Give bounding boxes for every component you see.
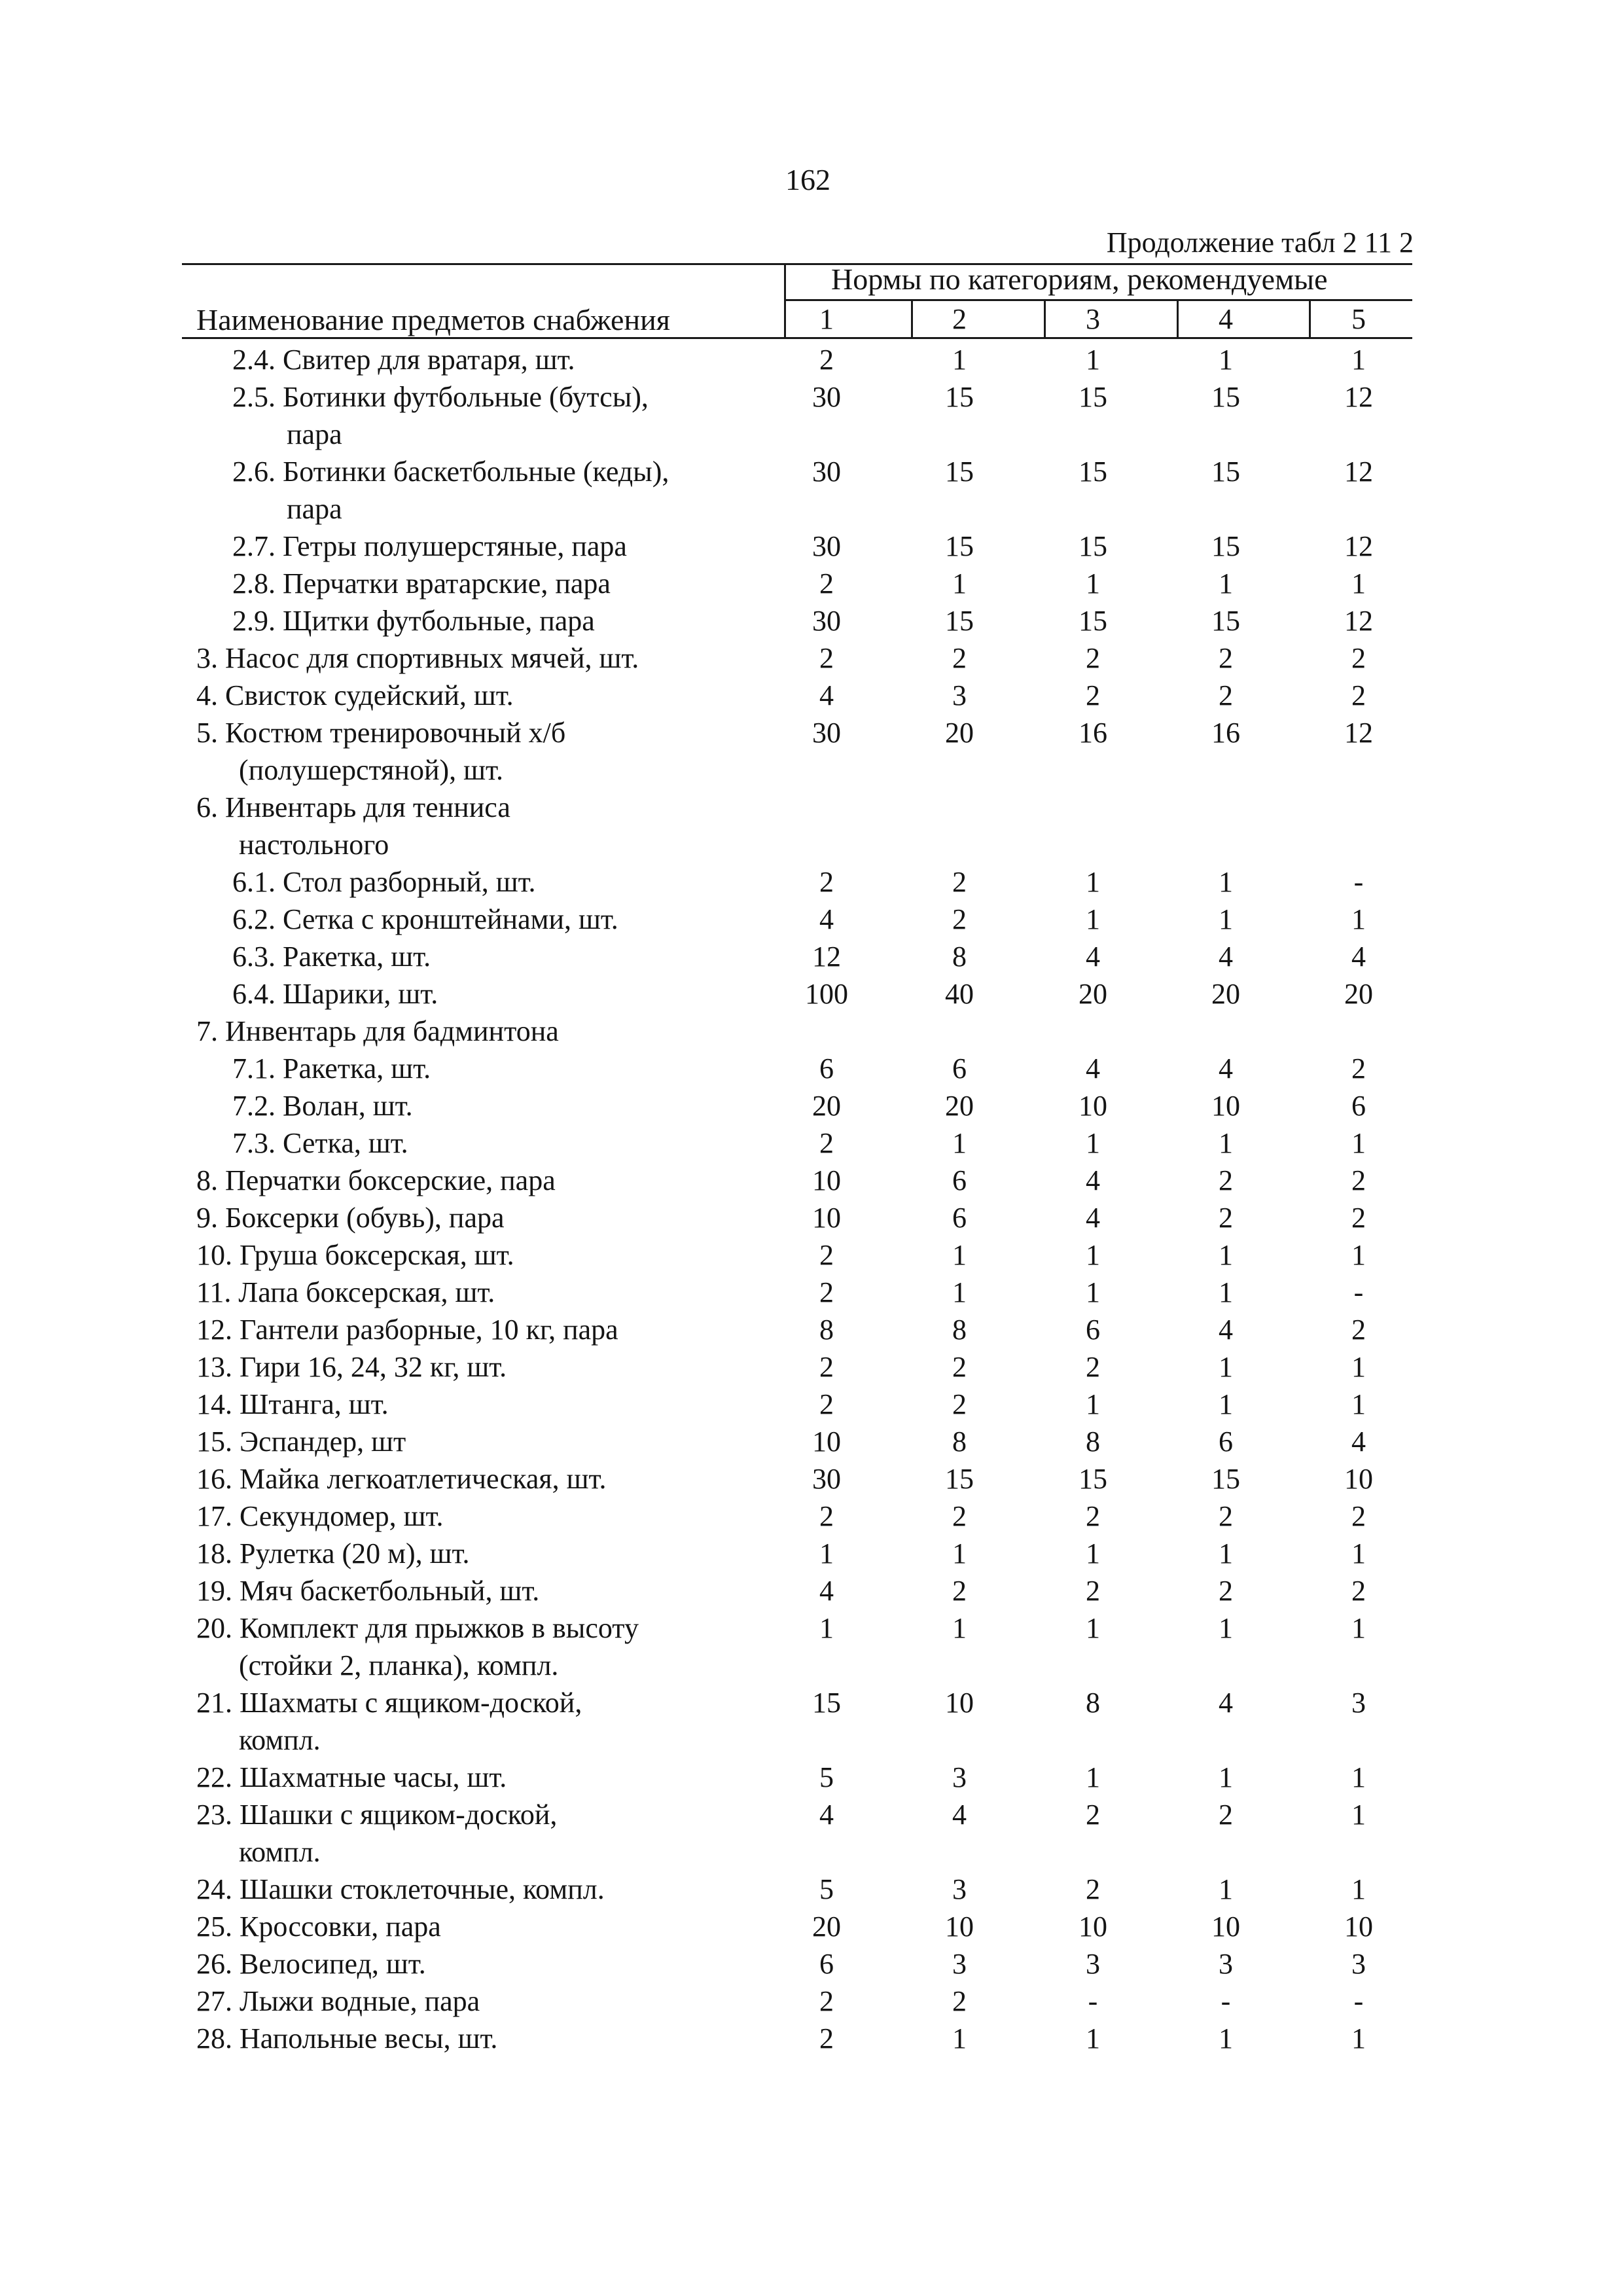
name-column-header: Наименование предметов снабжения [196,303,670,336]
norm-cat-3: 1 [1086,866,1100,898]
norm-cat-2: 15 [945,456,974,488]
norm-cat-4: 1 [1219,1276,1233,1308]
norm-cat-3: 2 [1086,1351,1100,1383]
norm-cat-4: 4 [1219,1052,1233,1085]
norm-cat-3: 20 [1079,978,1107,1010]
table-row [0,1945,1623,1982]
norm-cat-3: 3 [1086,1948,1100,1980]
table-row [0,639,1623,676]
norm-cat-4: 1 [1219,1537,1233,1570]
norm-cat-3: 1 [1086,567,1100,600]
norm-cat-4: 15 [1211,1463,1240,1495]
norm-cat-1: 8 [819,1314,834,1346]
norm-cat-3: 15 [1079,381,1107,413]
norm-cat-5: 1 [1351,903,1366,935]
norm-cat-4: 2 [1219,1500,1233,1532]
norm-cat-2: 2 [952,1985,967,2017]
norm-cat-2: 6 [952,1052,967,1085]
item-name: 2.6. Ботинки баскетбольные (кеды), [232,456,669,488]
norm-cat-1: 6 [819,1948,834,1980]
item-name: 26. Велосипед, шт. [196,1948,426,1980]
norm-cat-1: 2 [819,1388,834,1420]
table-row [0,1758,1623,1795]
table-row [0,1721,1623,1758]
norm-cat-3: 15 [1079,530,1107,562]
norm-cat-3: 4 [1086,1052,1100,1085]
norm-cat-3: 1 [1086,1612,1100,1644]
norm-cat-4: 6 [1219,1426,1233,1458]
table-row [0,1460,1623,1497]
norm-cat-1: 10 [812,1202,841,1234]
norm-cat-2: 1 [952,1612,967,1644]
norm-cat-4: 1 [1219,567,1233,600]
norm-cat-5: - [1353,1985,1364,2017]
table-row [0,1870,1623,1907]
table-row [0,1683,1623,1721]
norm-cat-5: 2 [1351,1164,1366,1196]
table-row [0,1273,1623,1310]
norm-cat-4: 1 [1219,903,1233,935]
norm-cat-4: 15 [1211,381,1240,413]
table-row [0,490,1623,527]
item-name: 13. Гири 16, 24, 32 кг, шт. [196,1351,507,1383]
norm-cat-3: 1 [1086,2022,1100,2054]
table-row [0,1422,1623,1460]
norm-cat-1: 2 [819,1127,834,1159]
norm-cat-5: - [1353,1276,1364,1308]
norm-cat-3: 1 [1086,1537,1100,1570]
norm-cat-5: 2 [1351,1500,1366,1532]
norm-cat-1: 20 [812,1910,841,1943]
table-row [0,527,1623,564]
norm-cat-3: 4 [1086,1164,1100,1196]
table-row [0,788,1623,825]
norm-cat-5: 10 [1344,1910,1373,1943]
item-name: 6.3. Ракетка, шт. [232,941,431,973]
table-row [0,1012,1623,1049]
norm-cat-2: 1 [952,1239,967,1271]
norm-cat-3: 2 [1086,1575,1100,1607]
item-name: 7.1. Ракетка, шт. [232,1052,431,1085]
norm-cat-1: 5 [819,1873,834,1905]
item-name: 18. Рулетка (20 м), шт. [196,1537,470,1570]
item-name: 4. Свисток судейский, шт. [196,679,514,711]
table-row [0,1907,1623,1945]
norm-cat-1: 15 [812,1687,841,1719]
item-name: 22. Шахматные часы, шт. [196,1761,507,1793]
norm-cat-5: 10 [1344,1463,1373,1495]
table-row [0,340,1623,378]
item-name: настольного [239,829,389,861]
norm-cat-1: 30 [812,530,841,562]
norm-cat-1: 2 [819,866,834,898]
norm-cat-4: - [1221,1985,1231,2017]
norm-cat-3: 10 [1079,1910,1107,1943]
norm-cat-2: 1 [952,1276,967,1308]
norm-cat-4: 15 [1211,456,1240,488]
item-name: 14. Штанга, шт. [196,1388,389,1420]
table-row [0,601,1623,639]
item-name: 12. Гантели разборные, 10 кг, пара [196,1314,618,1346]
norm-cat-2: 2 [952,642,967,674]
table-row [0,1310,1623,1348]
norm-cat-4: 15 [1211,605,1240,637]
norm-cat-2: 15 [945,530,974,562]
norms-subheader-rule [784,299,1412,301]
norm-cat-4: 4 [1219,1687,1233,1719]
norm-cat-4: 2 [1219,1202,1233,1234]
norm-cat-5: 2 [1351,1314,1366,1346]
table-row [0,1161,1623,1198]
table-row [0,751,1623,788]
item-name: 2.9. Щитки футбольные, пара [232,605,595,637]
norm-cat-5: 1 [1351,1612,1366,1644]
category-header-5: 5 [1351,303,1366,335]
norm-cat-4: 1 [1219,1612,1233,1644]
item-name: компл. [239,1836,321,1868]
norm-cat-5: 4 [1351,941,1366,973]
norm-cat-2: 1 [952,344,967,376]
item-name: (стойки 2, планка), компл. [239,1649,559,1681]
norm-cat-1: 2 [819,1500,834,1532]
norm-cat-3: 1 [1086,344,1100,376]
norm-cat-4: 10 [1211,1910,1240,1943]
table-row [0,1385,1623,1422]
item-name: 25. Кроссовки, пара [196,1910,441,1943]
norm-cat-5: - [1353,866,1364,898]
norms-header: Нормы по категориям, рекомендуемые [831,262,1328,296]
norm-cat-2: 15 [945,381,974,413]
norm-cat-1: 2 [819,1351,834,1383]
norm-cat-4: 2 [1219,1799,1233,1831]
norm-cat-1: 2 [819,1239,834,1271]
norm-cat-5: 6 [1351,1090,1366,1122]
norm-cat-4: 1 [1219,1388,1233,1420]
item-name: 2.8. Перчатки вратарские, пара [232,567,611,600]
table-row [0,1833,1623,1870]
table-row [0,452,1623,490]
item-name: 10. Груша боксерская, шт. [196,1239,514,1271]
norm-cat-5: 1 [1351,1761,1366,1793]
norm-cat-2: 1 [952,2022,967,2054]
norm-cat-3: 1 [1086,903,1100,935]
item-name: 15. Эспандер, шт [196,1426,406,1458]
norm-cat-5: 4 [1351,1426,1366,1458]
table-row [0,1497,1623,1534]
table-row [0,937,1623,975]
item-name: 19. Мяч баскетбольный, шт. [196,1575,540,1607]
norm-cat-1: 4 [819,1799,834,1831]
norm-cat-4: 10 [1211,1090,1240,1122]
norm-cat-5: 1 [1351,567,1366,600]
norm-cat-5: 2 [1351,1052,1366,1085]
norm-cat-3: 2 [1086,1873,1100,1905]
norm-cat-5: 12 [1344,381,1373,413]
item-name: 6.2. Сетка с кронштейнами, шт. [232,903,618,935]
norm-cat-4: 16 [1211,717,1240,749]
table-row [0,1795,1623,1833]
norm-cat-2: 10 [945,1910,974,1943]
item-name: 17. Секундомер, шт. [196,1500,444,1532]
table-body [0,340,1623,2056]
table-row [0,1982,1623,2019]
norm-cat-4: 2 [1219,679,1233,711]
table-row [0,1198,1623,1236]
norm-cat-5: 12 [1344,530,1373,562]
item-name: 2.7. Гетры полушерстяные, пара [232,530,627,562]
table-row [0,415,1623,452]
norm-cat-1: 30 [812,381,841,413]
norm-cat-2: 15 [945,605,974,637]
norm-cat-5: 1 [1351,1799,1366,1831]
table-row [0,825,1623,863]
item-name: 9. Боксерки (обувь), пара [196,1202,505,1234]
category-divider-2 [911,299,913,339]
norm-cat-5: 12 [1344,456,1373,488]
table-row [0,713,1623,751]
norm-cat-4: 1 [1219,1761,1233,1793]
item-name: 3. Насос для спортивных мячей, шт. [196,642,639,674]
item-name: 8. Перчатки боксерские, пара [196,1164,556,1196]
norm-cat-4: 20 [1211,978,1240,1010]
norm-cat-5: 2 [1351,679,1366,711]
norm-cat-4: 2 [1219,1575,1233,1607]
norm-cat-5: 1 [1351,1351,1366,1383]
norm-cat-2: 1 [952,567,967,600]
norm-cat-1: 4 [819,1575,834,1607]
norm-cat-2: 20 [945,717,974,749]
item-name: 20. Комплект для прыжков в высоту [196,1612,639,1644]
norm-cat-5: 1 [1351,344,1366,376]
page-number: 162 [785,163,830,196]
item-name: 27. Лыжи водные, пара [196,1985,480,2017]
norm-cat-1: 30 [812,717,841,749]
category-divider-5 [1309,299,1311,339]
norm-cat-3: 10 [1079,1090,1107,1122]
category-divider-3 [1044,299,1046,339]
norm-cat-1: 2 [819,344,834,376]
norm-cat-4: 15 [1211,530,1240,562]
table-row [0,1124,1623,1161]
norm-cat-2: 15 [945,1463,974,1495]
item-name: 5. Костюм тренировочный х/б [196,717,566,749]
category-header-3: 3 [1086,303,1100,335]
norm-cat-3: 2 [1086,1500,1100,1532]
norm-cat-4: 1 [1219,866,1233,898]
table-row [0,1646,1623,1683]
item-name: 6.1. Стол разборный, шт. [232,866,536,898]
norm-cat-5: 2 [1351,1575,1366,1607]
norm-cat-1: 10 [812,1164,841,1196]
norm-cat-2: 8 [952,1426,967,1458]
table-row [0,900,1623,937]
item-name: 7.3. Сетка, шт. [232,1127,408,1159]
norm-cat-2: 6 [952,1202,967,1234]
norm-cat-2: 40 [945,978,974,1010]
norm-cat-5: 12 [1344,717,1373,749]
norm-cat-5: 2 [1351,1202,1366,1234]
norm-cat-2: 10 [945,1687,974,1719]
table-row [0,1571,1623,1609]
norm-cat-1: 4 [819,679,834,711]
item-name: 23. Шашки с ящиком-доской, [196,1799,558,1831]
norm-cat-5: 1 [1351,2022,1366,2054]
category-header-1: 1 [819,303,834,335]
name-column-divider [784,263,786,339]
norm-cat-2: 3 [952,1873,967,1905]
norm-cat-3: 2 [1086,679,1100,711]
item-name: 7. Инвентарь для бадминтона [196,1015,559,1047]
table-caption: Продолжение табл 2 11 2 [1106,226,1414,259]
norm-cat-2: 3 [952,1761,967,1793]
norm-cat-3: 1 [1086,1388,1100,1420]
norm-cat-4: 2 [1219,1164,1233,1196]
norm-cat-5: 1 [1351,1537,1366,1570]
table-row [0,1348,1623,1385]
norm-cat-3: 4 [1086,941,1100,973]
table-row [0,564,1623,601]
table-row [0,378,1623,415]
item-name: 16. Майка легкоатлетическая, шт. [196,1463,607,1495]
norm-cat-4: 1 [1219,1239,1233,1271]
norm-cat-4: 1 [1219,2022,1233,2054]
norm-cat-5: 20 [1344,978,1373,1010]
norm-cat-4: 4 [1219,941,1233,973]
norm-cat-1: 30 [812,605,841,637]
norm-cat-3: 1 [1086,1127,1100,1159]
norm-cat-2: 3 [952,1948,967,1980]
item-name: компл. [239,1724,321,1756]
item-name: 24. Шашки стоклеточные, компл. [196,1873,605,1905]
norm-cat-2: 3 [952,679,967,711]
norm-cat-5: 1 [1351,1388,1366,1420]
item-name: 11. Лапа боксерская, шт. [196,1276,495,1308]
item-name: 2.5. Ботинки футбольные (бутсы), [232,381,649,413]
norm-cat-2: 2 [952,1351,967,1383]
norm-cat-4: 1 [1219,1873,1233,1905]
norm-cat-3: 15 [1079,1463,1107,1495]
norm-cat-3: 1 [1086,1239,1100,1271]
norm-cat-1: 1 [819,1537,834,1570]
norm-cat-2: 1 [952,1537,967,1570]
norm-cat-2: 2 [952,866,967,898]
norm-cat-5: 12 [1344,605,1373,637]
norm-cat-5: 1 [1351,1873,1366,1905]
norm-cat-3: 1 [1086,1761,1100,1793]
norm-cat-2: 1 [952,1127,967,1159]
item-name: 2.4. Свитер для вратаря, шт. [232,344,575,376]
table-row [0,863,1623,900]
item-name: (полушерстяной), шт. [239,754,503,786]
norm-cat-3: 1 [1086,1276,1100,1308]
norm-cat-2: 4 [952,1799,967,1831]
norm-cat-1: 100 [805,978,848,1010]
norm-cat-1: 10 [812,1426,841,1458]
norm-cat-2: 8 [952,941,967,973]
item-name: 21. Шахматы с ящиком-доской, [196,1687,582,1719]
norm-cat-1: 20 [812,1090,841,1122]
item-name: пара [287,493,342,525]
table-row [0,1086,1623,1124]
norm-cat-1: 30 [812,1463,841,1495]
norm-cat-5: 1 [1351,1239,1366,1271]
norm-cat-3: 8 [1086,1687,1100,1719]
norm-cat-1: 12 [812,941,841,973]
norm-cat-2: 20 [945,1090,974,1122]
norm-cat-5: 1 [1351,1127,1366,1159]
table-row [0,975,1623,1012]
norm-cat-2: 2 [952,903,967,935]
table-row [0,2019,1623,2056]
norm-cat-1: 2 [819,567,834,600]
item-name: 7.2. Волан, шт. [232,1090,413,1122]
norm-cat-3: 15 [1079,456,1107,488]
norm-cat-3: 15 [1079,605,1107,637]
norm-cat-5: 3 [1351,1687,1366,1719]
norm-cat-3: 6 [1086,1314,1100,1346]
category-divider-4 [1177,299,1179,339]
table-row [0,1236,1623,1273]
norm-cat-4: 1 [1219,344,1233,376]
norm-cat-4: 3 [1219,1948,1233,1980]
norm-cat-3: 2 [1086,642,1100,674]
norm-cat-1: 2 [819,642,834,674]
norm-cat-5: 2 [1351,642,1366,674]
norm-cat-3: 16 [1079,717,1107,749]
norm-cat-4: 1 [1219,1127,1233,1159]
norm-cat-3: 8 [1086,1426,1100,1458]
norm-cat-1: 6 [819,1052,834,1085]
norm-cat-3: 2 [1086,1799,1100,1831]
norm-cat-2: 8 [952,1314,967,1346]
norm-cat-1: 2 [819,2022,834,2054]
norm-cat-1: 5 [819,1761,834,1793]
table-row [0,1609,1623,1646]
header-bottom-rule [182,337,1412,339]
norm-cat-3: 4 [1086,1202,1100,1234]
norm-cat-1: 2 [819,1985,834,2017]
norm-cat-1: 4 [819,903,834,935]
table-row [0,1534,1623,1571]
norm-cat-1: 1 [819,1612,834,1644]
norm-cat-2: 2 [952,1575,967,1607]
norm-cat-2: 6 [952,1164,967,1196]
item-name: 6.4. Шарики, шт. [232,978,438,1010]
norm-cat-4: 2 [1219,642,1233,674]
norm-cat-2: 2 [952,1388,967,1420]
norm-cat-4: 4 [1219,1314,1233,1346]
norm-cat-5: 3 [1351,1948,1366,1980]
norm-cat-1: 2 [819,1276,834,1308]
norm-cat-4: 1 [1219,1351,1233,1383]
norm-cat-1: 30 [812,456,841,488]
category-header-4: 4 [1219,303,1233,335]
item-name: 28. Напольные весы, шт. [196,2022,498,2054]
category-header-2: 2 [952,303,967,335]
table-row [0,1049,1623,1086]
item-name: 6. Инвентарь для тенниса [196,791,510,823]
norm-cat-3: - [1088,1985,1098,2017]
norm-cat-2: 2 [952,1500,967,1532]
table-row [0,676,1623,713]
item-name: пара [287,418,342,450]
